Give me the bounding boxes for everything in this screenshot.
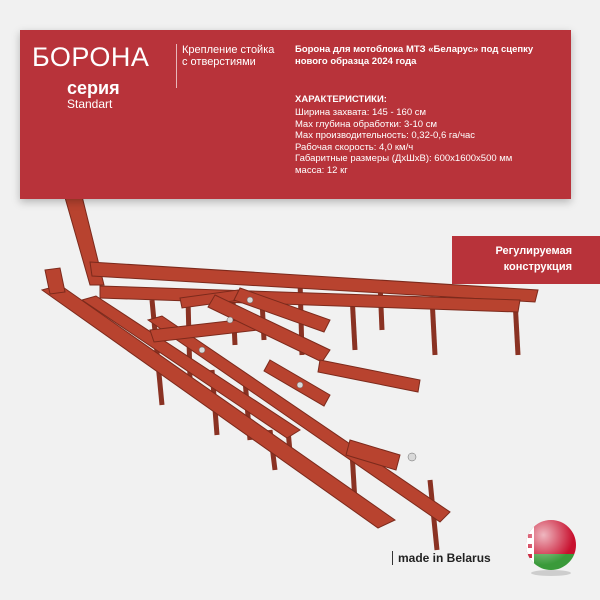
product-title: БОРОНА xyxy=(32,42,150,72)
product-description: Борона для мотоблока МТЗ «Беларус» под сцепку нового образца 2024 года xyxy=(295,44,534,67)
specs-title: ХАРАКТЕРИСТИКИ: xyxy=(295,94,387,105)
spec-item: Рабочая скорость: 4,0 км/ч xyxy=(295,141,414,153)
badge-text: Регулируемая конструкция xyxy=(495,245,572,273)
specs-list xyxy=(295,107,565,176)
product-series: серия xyxy=(67,78,120,98)
made-in-label: made in Belarus xyxy=(398,551,491,565)
product-subtitle: Standart xyxy=(67,97,113,111)
harrow-tines xyxy=(152,280,518,550)
mount-label: Крепление стойка с отверстиями xyxy=(182,44,275,68)
product-banner xyxy=(20,30,571,199)
adjustable-badge xyxy=(452,236,600,284)
belarus-flag-ball-icon xyxy=(524,518,578,578)
spec-item: Габаритные размеры (ДхШхВ): 600х1600х500 мм xyxy=(295,153,513,164)
banner-divider xyxy=(176,44,177,88)
spec-item: Max глубина обработки: 3-10 см xyxy=(295,118,437,130)
made-in-separator xyxy=(392,551,393,565)
spec-item: Max производительность: 0,32-0,6 га/час xyxy=(295,130,476,141)
spec-item: масса: 12 кг xyxy=(295,164,348,176)
spec-item: Ширина захвата: 145 - 160 см xyxy=(295,107,427,118)
